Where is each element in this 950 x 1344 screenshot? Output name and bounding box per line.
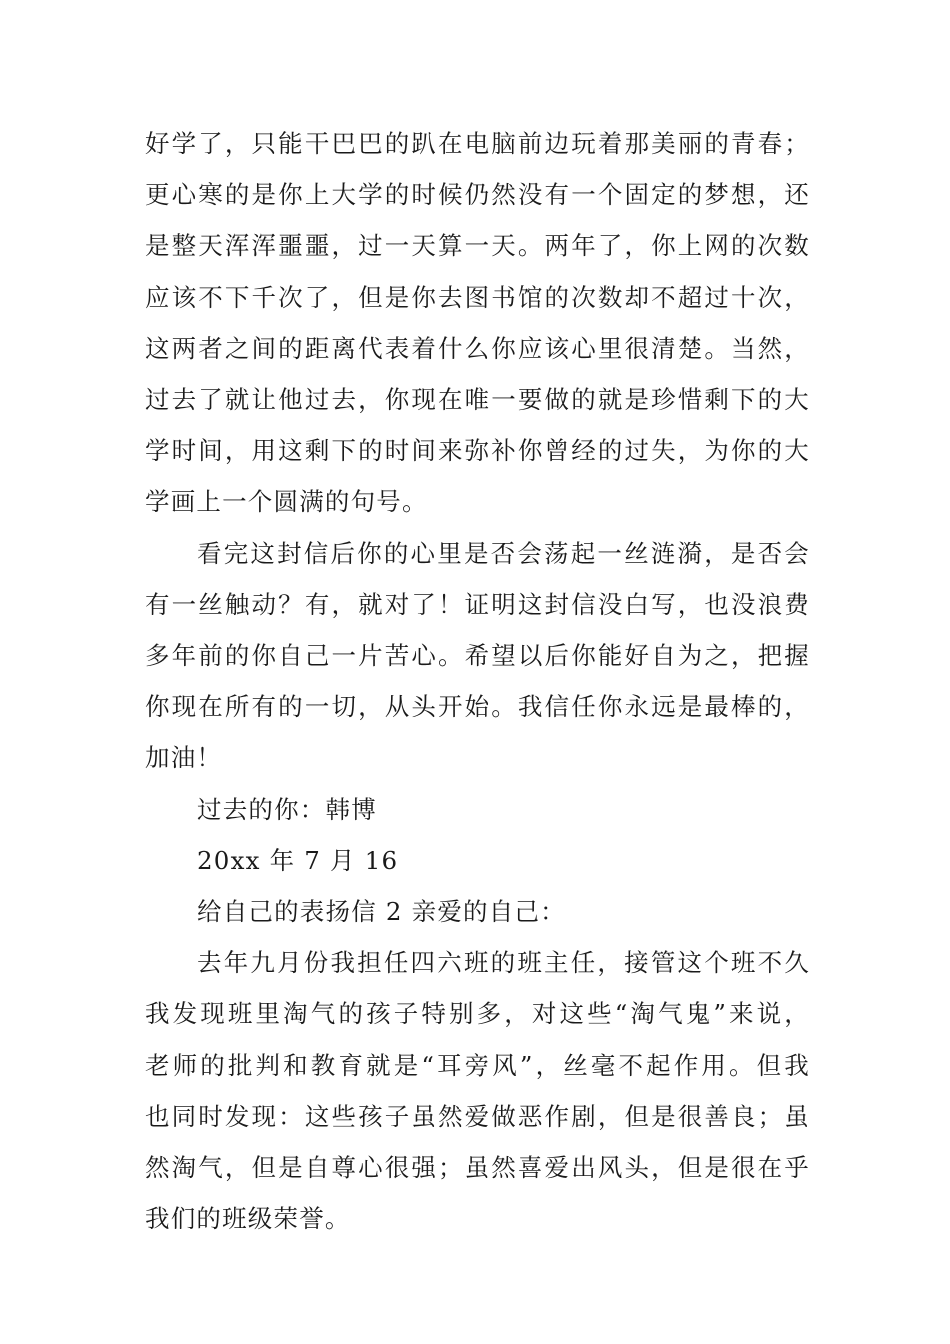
text-line: 加油！ (145, 743, 223, 773)
text-line: 是整天浑浑噩噩，过一天算一天。两年了，你上网的次数 (145, 231, 810, 261)
text-line: 去年九月份我担任四六班的班主任，接管这个班不久 (197, 948, 810, 978)
text-line: 老师的批判和教育就是“耳旁风”，丝毫不起作用。但我 (145, 1050, 810, 1080)
text-line: 更心寒的是你上大学的时候仍然没有一个固定的梦想，还 (145, 180, 810, 210)
paragraph-2 (145, 528, 810, 784)
text-line: 好学了，只能干巴巴的趴在电脑前边玩着那美丽的青春； (145, 129, 810, 158)
text-line: 我们的班级荣誉。 (145, 1204, 351, 1234)
text-line: 过去的你：韩博 (197, 794, 377, 824)
text-line: 20xx 年 7 月 16 (197, 845, 399, 875)
date-line (145, 835, 810, 886)
text-line: 然淘气，但是自尊心很强；虽然喜爱出风头，但是很在乎 (145, 1153, 810, 1183)
text-line: 你现在所有的一切，从头开始。我信任你永远是最棒的， (145, 692, 810, 722)
text-line: 学画上一个圆满的句号。 (145, 487, 428, 517)
text-line: 我发现班里淘气的孩子特别多，对这些“淘气鬼”来说， (145, 999, 810, 1029)
text-line: 多年前的你自己一片苦心。希望以后你能好自为之，把握 (145, 641, 810, 671)
signature-line (145, 784, 810, 835)
text-line: 应该不下千次了，但是你去图书馆的次数却不超过十次， (145, 282, 810, 312)
text-line: 看完这封信后你的心里是否会荡起一丝涟漪，是否会 (197, 538, 810, 568)
text-line: 这两者之间的距离代表着什么你应该心里很清楚。当然， (145, 333, 810, 363)
text-line: 给自己的表扬信 2 亲爱的自己： (197, 897, 566, 927)
paragraph-1 (145, 118, 810, 528)
text-line: 过去了就让他过去，你现在唯一要做的就是珍惜剩下的大 (145, 385, 810, 415)
text-line: 有一丝触动？有，就对了！证明这封信没白写，也没浪费 (145, 589, 810, 619)
paragraph-6 (145, 937, 810, 1244)
text-line: 学时间，用这剩下的时间来弥补你曾经的过失，为你的大 (145, 436, 810, 466)
document-body (145, 118, 810, 1244)
text-line: 也同时发现：这些孩子虽然爱做恶作剧，但是很善良；虽 (145, 1101, 810, 1131)
section-heading (145, 886, 810, 937)
